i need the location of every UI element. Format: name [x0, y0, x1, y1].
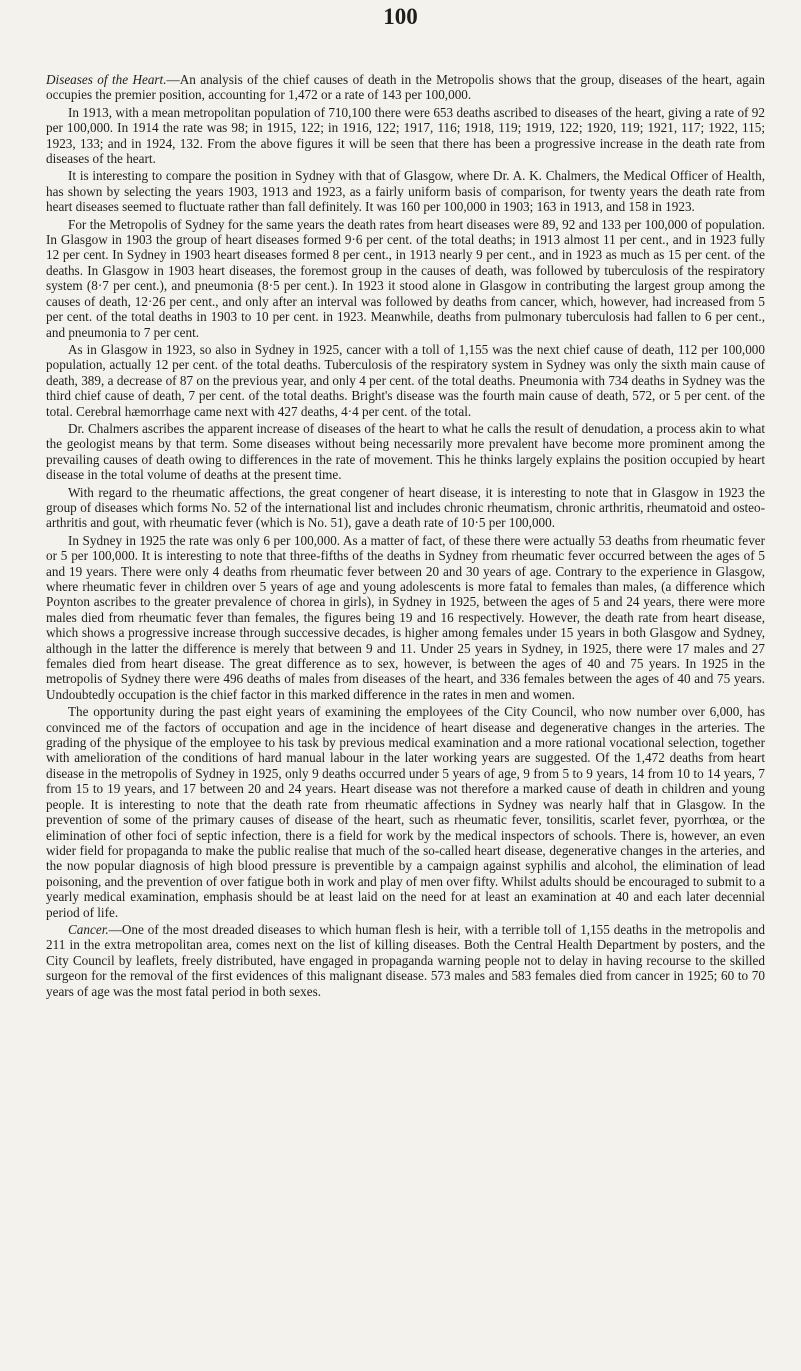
section-heading-cancer: Cancer. — [68, 921, 109, 937]
page-number: 100 — [383, 4, 418, 29]
paragraph: In Sydney in 1925 the rate was only 6 per 100,000. As a matter of fact, of these there were actually 53 deaths from rheumatic fever or 5 per 100,000. It is interesting to note that three-fifths of the deaths in Sydney from rheumatic fever occurred between the ages of 5 and 19 years. There were only 4 deaths from rheumatic fever between 20 and 30 years of age. Contrary to the experience in Glasgow, where rheumatic fever in children over 5 years of age and young adolescents is more fatal to females than males, (a difference which Poynton ascribes to the greater prevalence of chorea in girls), in Sydney in 1925, between the ages of 5 and 24 years, there were more males died from rheumatic fever than females, the figures being 19 and 16 respectively. However, the death rate from heart disease, which shows a progressive increase through successive decades, is higher among females under 15 years in both Glasgow and Sydney, although in the latter the difference is merely that between 9 and 11. Under 25 years in Sydney, in 1925, there were 17 males and 27 females died from heart disease. The great difference as to sex, however, is between the ages of 40 and 75 years. In 1925 in the metropolis of Sydney there were 496 deaths of males from diseases of the heart, and 336 females between the ages of 40 and 75 years. Undoubtedly occupation is the chief factor in this marked difference in the rates in men and women. — [46, 532, 765, 702]
paragraph-text: —An analysis of the chief causes of death in the Metropolis shows that the group, diseases of the heart, again occupies the premier position, accounting for 1,472 or a rate of 143 per 100,000. — [46, 72, 765, 103]
paragraph-heart-diseases — [46, 72, 765, 103]
paragraph: Dr. Chalmers ascribes the apparent increase of diseases of the heart to what he calls the result of denudation, a process akin to what the geologist means by that term. Some diseases without being necessarily more prevalent have become more prominent among the prevailing causes of death owing to differences in the rate of movement. This he thinks largely explains the position occupied by heart disease in the total volume of deaths at the present time. — [46, 420, 765, 483]
paragraph: For the Metropolis of Sydney for the same years the death rates from heart diseases were 89, 92 and 133 per 100,000 of population. In Glasgow in 1903 the group of heart diseases formed 9·6 per cent. of the total deaths; in 1913 almost 11 per cent., and in 1923 fully 12 per cent. In Sydney in 1903 heart diseases formed 8 per cent., in 1913 nearly 9 per cent., and in 1923 as much as 15 per cent. of the deaths. In Glasgow in 1903 heart diseases, the foremost group in the causes of death, was followed by tuberculosis of the respiratory system (8·7 per cent.), and pneumonia (8·5 per cent.). In 1923 it stood alone in Glasgow in contributing the largest group among the causes of death, 12·26 per cent., and only after an interval was followed by deaths from cancer, which, however, had increased from 5 per cent. of the total deaths in 1903 to 10 per cent. in 1923. Meanwhile, deaths from pulmonary tuberculosis had fallen to 6 per cent., and pneumonia to 7 per cent. — [46, 216, 765, 340]
section-heading-heart: Diseases of the Heart. — [46, 72, 167, 87]
paragraph: It is interesting to compare the position in Sydney with that of Glasgow, where Dr. A. K. Chalmers, the Medical Officer of Health, has shown by selecting the years 1903, 1913 and 1923, as a fairly uniform basis of comparison, for twenty years the death rate from heart diseases seemed to fluctuate rather than fall definitely. It was 160 per 100,000 in 1903; 163 in 1913, and 158 in 1923. — [46, 168, 765, 215]
paragraph: The opportunity during the past eight years of examining the employees of the City Council, who now number over 6,000, has convinced me of the factors of occupation and age in the incidence of heart disease and degenerative changes in the arteries. The grading of the physique of the employee to his task by previous medical examination and a more rational vocational selection, together with amelioration of the conditions of hard manual labour in the later working years are suggested. Of the 1,472 deaths from heart disease in the metropolis of Sydney in 1925, only 9 deaths occurred under 5 years of age, 9 from 5 to 9 years, 14 from 10 to 14 years, 7 from 15 to 19 years, and 17 between 20 and 24 years. Heart disease was not therefore a marked cause of death in children and young people. It is interesting to note that the death rate from rheumatic affections in Sydney was nearly half that in Glasgow. In the prevention of some of the primary causes of disease of the heart, such as rheumatic fever, tonsilitis, scarlet fever, pyorrhœa, or the elimination of other foci of septic infection, there is a field for work by the medical inspectors of schools. There is, however, an even wider field for propaganda to make the public realise that much of the so-called heart disease, degenerative changes in the arteries, and the now popular diagnosis of high blood pressure is preventible by a campaign against syphilis and alcohol, the elimination of lead poisoning, and the prevention of over fatigue both in work and play of men over fifty. Whilst adults should be encouraged to submit to a yearly medical examination, emphasis should be at least laid on the need for at least an examination at 40 and each later decennial period of life. — [46, 704, 765, 920]
paragraph-text: —One of the most dreaded diseases to which human flesh is heir, with a terrible toll of 1,155 deaths in the metropolis and 211 in the extra metropolitan area, comes next on the list of killing diseases. Both the Central Health Department by posters, and the City Council by leaflets, freely distributed, have engaged in propaganda warning people not to delay in having recourse to the skilled surgeon for the removal of the first evidences of this malignant disease. 573 males and 583 females died from cancer in 1925; 60 to 70 years of age was the most fatal period in both sexes. — [46, 921, 765, 999]
paragraph-cancer — [46, 922, 765, 999]
paragraph: With regard to the rheumatic affections, the great congener of heart disease, it is interesting to note that in Glasgow in 1923 the group of diseases which forms No. 52 of the international list and includes chronic rheumatism, chronic arthritis, rheumatoid and osteo-arthritis and gout, with rheumatic fever (which is No. 51), gave a death rate of 10·5 per 100,000. — [46, 484, 765, 531]
paragraph: As in Glasgow in 1923, so also in Sydney in 1925, cancer with a toll of 1,155 was the next chief cause of death, 112 per 100,000 population, actually 12 per cent. of the total deaths. Tuberculosis of the respiratory system in Sydney was only the sixth main cause of death, 389, a decrease of 87 on the previous year, and only 4 per cent. of the total deaths. Pneumonia with 734 deaths in Sydney was the third chief cause of death, 7 per cent. of the total deaths. Bright's disease was the fourth main cause of death, 572, or 5 per cent. of the total. Cerebral hæmorrhage came next with 427 deaths, 4·4 per cent. of the total. — [46, 341, 765, 419]
body-text — [46, 72, 765, 1001]
paragraph: In 1913, with a mean metropolitan population of 710,100 there were 653 deaths ascribed to diseases of the heart, giving a rate of 92 per 100,000. In 1914 the rate was 98; in 1915, 122; in 1916, 122; 1917, 116; 1918, 119; 1919, 122; 1920, 119; 1921, 117; 1922, 115; 1923, 133; and in 1924, 132. From the above figures it will be seen that there has been a progressive increase in the death rate from diseases of the heart. — [46, 104, 765, 167]
